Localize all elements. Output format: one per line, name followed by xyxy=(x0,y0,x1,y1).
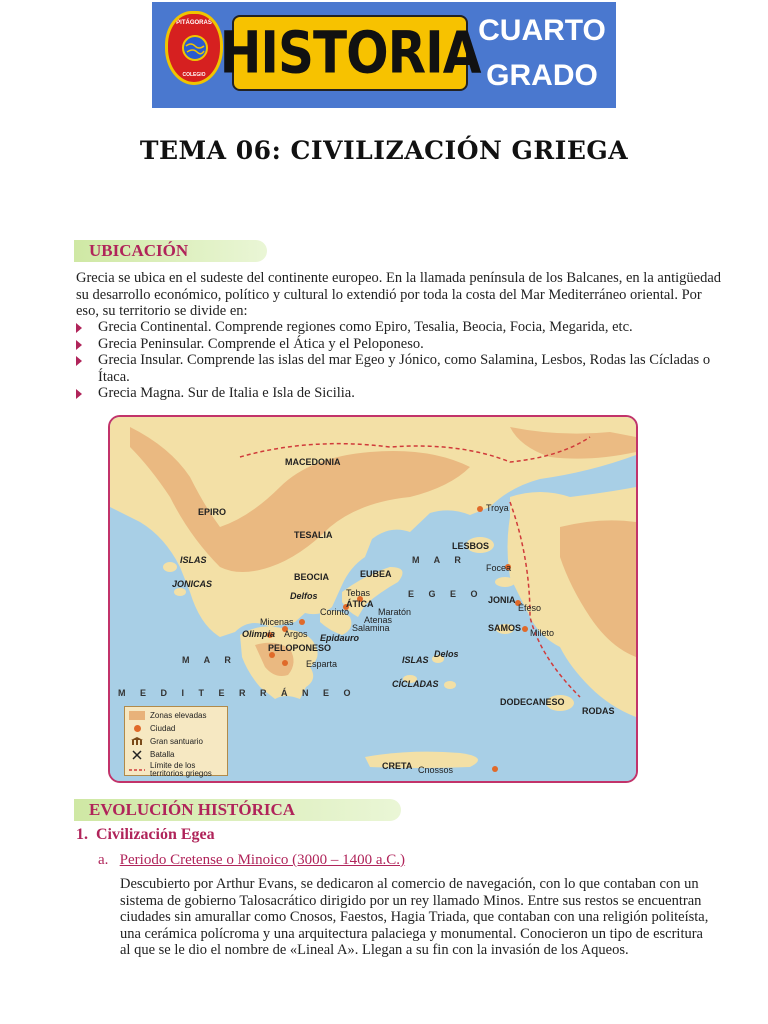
paragraph-line: una cerámica polícroma y una arquitectura palaciega y monumental. Conocieron un tipo de escritura xyxy=(120,925,703,942)
label-delos: Delos xyxy=(434,649,459,659)
label-jonia: JONIA xyxy=(488,595,516,605)
header-banner xyxy=(152,2,616,108)
grade-line1: CUARTO xyxy=(478,14,606,47)
label-islas-cicladas-1: ISLAS xyxy=(402,655,429,665)
label-micenas: Micenas xyxy=(260,617,294,627)
subheading-civilizacion-egea xyxy=(76,826,215,844)
intro-line-1: Grecia se ubica en el sudeste del continente europeo. En la llamada península de los Balcanes, en la antigüedad xyxy=(76,270,722,286)
list-item-text: Grecia Insular. Comprende las islas del mar Egeo y Jónico, como Salamina, Lesbos, Rodas las Cícladas o Ítaca. xyxy=(98,352,711,385)
label-beocia: BEOCIA xyxy=(294,572,330,582)
label-olimpia: Olimpia xyxy=(242,629,276,639)
label-samos: SAMOS xyxy=(488,623,522,633)
city-dot-icon xyxy=(129,724,145,733)
label-argos: Argos xyxy=(284,629,308,639)
label-efeso: Éfeso xyxy=(518,603,542,613)
label-cnossos: Cnossos xyxy=(418,765,454,775)
globe-icon xyxy=(181,34,209,62)
legend-label: Batalla xyxy=(150,749,175,759)
dashed-border-icon xyxy=(129,766,145,775)
logo-text-bottom: COLEGIO xyxy=(182,72,206,78)
item-title: Periodo Cretense o Minoico (3000 – 1400 a.C.) xyxy=(119,852,406,868)
label-mar-mediterraneo-1: M A R xyxy=(182,655,237,665)
label-esparta: Esparta xyxy=(306,659,338,669)
triangle-bullet-icon xyxy=(76,389,82,399)
triangle-bullet-icon xyxy=(76,323,82,333)
temple-icon xyxy=(129,737,145,746)
legend-label: Gran santuario xyxy=(150,736,203,746)
label-corinto: Corinto xyxy=(320,607,350,617)
legend-item xyxy=(129,722,223,735)
section-heading-evolucion: EVOLUCIÓN HISTÓRICA xyxy=(74,799,401,821)
grade-line2: GRADO xyxy=(486,59,598,92)
label-creta: CRETA xyxy=(382,761,413,771)
label-islas-cicladas-2: CÍCLADAS xyxy=(392,679,439,689)
label-mar-egeo-2: E G E O xyxy=(408,589,484,599)
legend-item xyxy=(129,709,223,722)
paragraph-line: sistema de gobierno Talosacrático dirigido por un rey llamado Minos. Entre sus restos se encuentran xyxy=(120,892,702,909)
legend-label: Zonas elevadas xyxy=(150,710,207,720)
subject-title: HISTORIA xyxy=(219,19,481,87)
triangle-bullet-icon xyxy=(76,356,82,366)
label-mileto: Mileto xyxy=(530,628,555,638)
subheading-text: Civilización Egea xyxy=(96,826,215,843)
label-mar-egeo-1: M A R xyxy=(412,555,467,565)
legend-item xyxy=(129,735,223,748)
list-item xyxy=(76,319,716,336)
paragraph-line: ciudades sin amurallar como Cnosos, Faestos, Hagia Triada, que contaban con una religión politeísta, xyxy=(120,909,709,925)
label-troya: Troya xyxy=(486,503,509,513)
label-lesbos: LESBOS xyxy=(452,541,490,551)
label-rodas: RODAS xyxy=(582,706,615,716)
section-heading-ubicacion: UBICACIÓN xyxy=(74,240,267,262)
highland-swatch xyxy=(129,711,145,720)
label-macedonia: MACEDONIA xyxy=(285,457,341,467)
label-tesalia: TESALIA xyxy=(294,530,333,540)
paragraph-line: Descubierto por Arthur Evans, se dedicaron al comercio de navegación, con lo que contaban con un xyxy=(120,876,699,892)
label-salamina: Salamina xyxy=(352,623,390,633)
label-delfos: Delfos xyxy=(290,591,318,601)
label-maraton: Maratón xyxy=(378,607,412,617)
label-peloponeso: PELOPONESO xyxy=(268,643,332,653)
school-logo xyxy=(165,11,223,85)
legend-item xyxy=(129,761,223,779)
page-title: TEMA 06: CIVILIZACIÓN GRIEGA xyxy=(139,136,629,165)
label-epiro: EPIRO xyxy=(198,507,227,517)
ancient-greece-map xyxy=(108,415,638,783)
item-periodo-cretense xyxy=(98,852,405,869)
logo-text-top: PITÁGORAS xyxy=(176,20,212,26)
label-islas-jonicas-2: JONICAS xyxy=(172,579,213,589)
intro-line-2: su desarrollo económico, político y cultural lo extendió por toda la costa del Mar Mediterráneo oriental. Por xyxy=(76,286,702,303)
label-epidauro: Epidauro xyxy=(320,633,360,643)
label-mar-mediterraneo-2: M E D I T E R R Á N E O xyxy=(118,688,357,698)
label-atenas: Atenas xyxy=(364,615,393,625)
list-item xyxy=(76,336,716,353)
legend-item xyxy=(129,748,223,761)
triangle-bullet-icon xyxy=(76,340,82,350)
legend-label: Ciudad xyxy=(150,723,176,733)
paragraph-line: al que se le dio el nombre de «Lineal A». Llegan a su fin con la invasión de los Aqueos. xyxy=(120,942,629,958)
list-item-text: Grecia Peninsular. Comprende el Ática y el Peloponeso. xyxy=(98,335,424,352)
item-letter: a. xyxy=(98,852,109,868)
crossed-swords-icon xyxy=(129,750,145,759)
intro-line-3: eso, su territorio se divide en: xyxy=(76,303,248,319)
subheading-number: 1. xyxy=(76,826,88,843)
list-item-text: Grecia Continental. Comprende regiones como Epiro, Tesalia, Beocia, Focia, Megarida, etc. xyxy=(98,319,633,335)
label-dodecaneso: DODECANESO xyxy=(500,697,565,707)
label-tebas: Tebas xyxy=(346,588,371,598)
periodo-cretense-paragraph xyxy=(120,876,730,959)
subject-title-box xyxy=(219,15,481,91)
label-focea: Focea xyxy=(486,563,512,573)
grade-label xyxy=(477,8,607,98)
label-atica: ÁTICA xyxy=(346,599,374,609)
list-item xyxy=(76,352,716,385)
label-islas-jonicas-1: ISLAS xyxy=(180,555,207,565)
legend-label: Límite de los territorios griegos xyxy=(150,761,212,778)
map-legend xyxy=(124,706,228,776)
label-eubea: EUBEA xyxy=(360,569,392,579)
list-item xyxy=(76,385,716,402)
regions-list xyxy=(76,319,716,402)
ubicacion-intro xyxy=(76,270,726,320)
list-item-text: Grecia Magna. Sur de Italia e Isla de Sicilia. xyxy=(98,385,355,401)
